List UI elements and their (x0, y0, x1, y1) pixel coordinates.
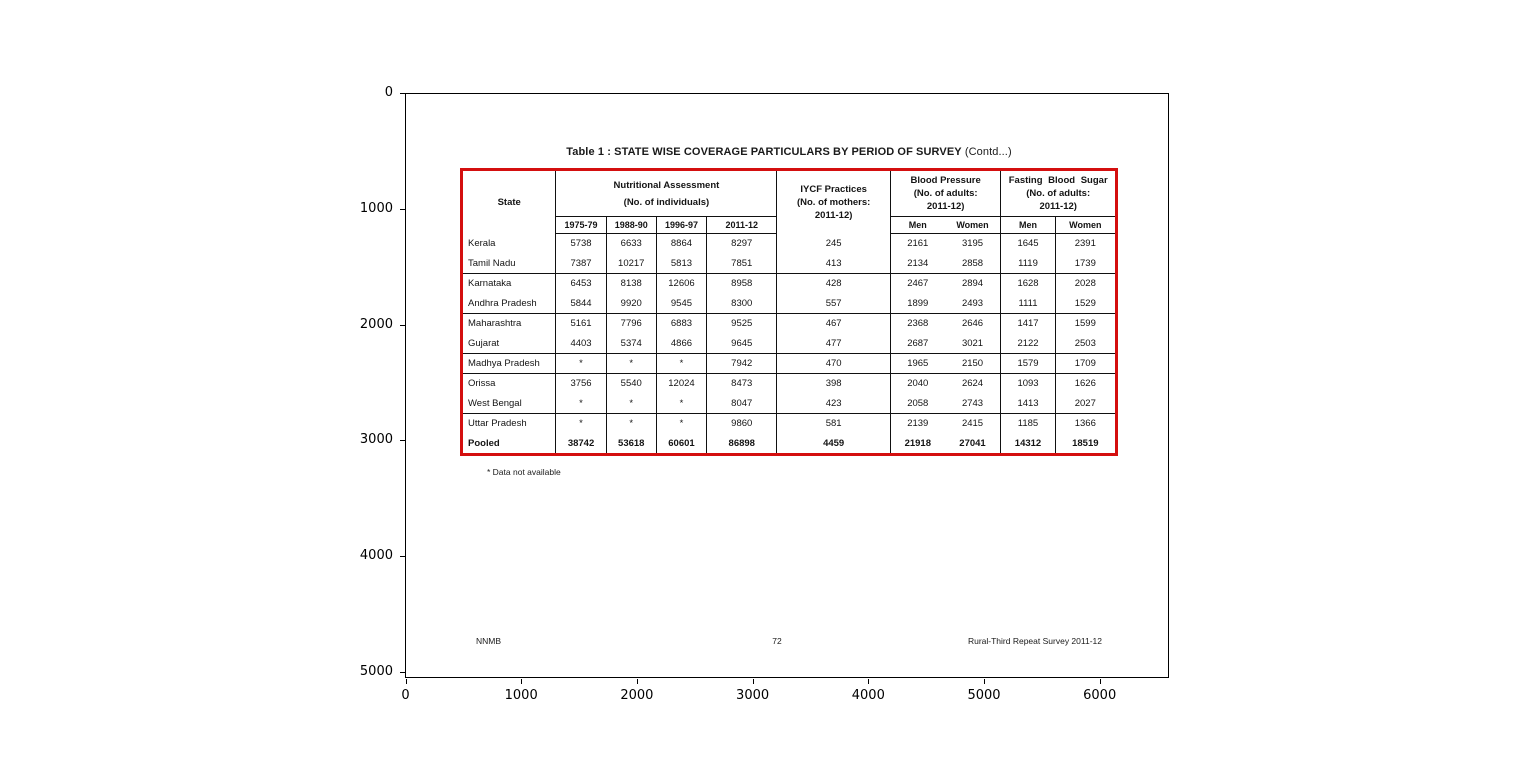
x-tick-label: 4000 (851, 688, 885, 703)
value-cell: 1965 (890, 354, 944, 374)
header-year-1988-90: 1988-90 (606, 217, 656, 234)
value-cell: 3756 (556, 374, 606, 394)
value-cell: * (656, 414, 706, 434)
value-cell: * (656, 354, 706, 374)
x-tick-label: 6000 (1083, 688, 1117, 703)
table-row (462, 354, 1117, 374)
value-cell: 2493 (945, 294, 1001, 314)
header-year-1996-97: 1996-97 (656, 217, 706, 234)
x-tick-label: 2000 (620, 688, 654, 703)
value-cell: 8300 (707, 294, 777, 314)
state-cell: Maharashtra (468, 318, 522, 330)
value-cell: 2139 (890, 414, 944, 434)
x-tick-label: 0 (401, 688, 410, 703)
value-cell: 5844 (556, 294, 606, 314)
value-cell: 557 (777, 294, 891, 314)
table-row (462, 334, 1117, 354)
value-cell: 38742 (556, 434, 606, 455)
value-cell: 2858 (945, 254, 1001, 274)
x-tick-mark (984, 679, 985, 684)
value-cell: 18519 (1055, 434, 1116, 455)
y-tick-mark (400, 93, 405, 94)
table-row (462, 274, 1117, 294)
value-cell: 8864 (656, 234, 706, 254)
footer-page-number: 72 (772, 636, 782, 646)
value-cell: 4459 (777, 434, 891, 455)
value-cell: 1093 (1001, 374, 1055, 394)
y-tick-mark (400, 209, 405, 210)
value-cell: 12024 (656, 374, 706, 394)
value-cell: 398 (777, 374, 891, 394)
value-cell: 5540 (606, 374, 656, 394)
x-tick-mark (406, 679, 407, 684)
header-bp-women: Women (945, 217, 1001, 234)
value-cell: 2743 (945, 394, 1001, 414)
value-cell: 2161 (890, 234, 944, 254)
state-cell: Kerala (468, 238, 496, 249)
value-cell: 3195 (961, 238, 984, 250)
value-cell: 14312 (1001, 434, 1055, 455)
y-tick-label: 0 (384, 85, 393, 100)
value-cell: 5161 (556, 314, 606, 334)
value-cell: 1645 (1001, 234, 1055, 254)
x-tick-label: 1000 (504, 688, 538, 703)
value-cell: * (606, 354, 656, 374)
value-cell: 2150 (945, 354, 1001, 374)
table-row (462, 314, 1117, 334)
value-cell: 1413 (1001, 394, 1055, 414)
value-cell: 6633 (606, 234, 656, 254)
value-cell: 7796 (606, 314, 656, 334)
value-cell: 1119 (1001, 254, 1055, 274)
state-cell: Gujarat (462, 334, 556, 354)
value-cell: 470 (777, 354, 891, 374)
value-cell: * (656, 394, 706, 414)
value-cell: 2415 (961, 418, 984, 430)
header-state: State (497, 196, 521, 208)
value-cell: 2503 (1055, 334, 1116, 354)
value-cell: 581 (777, 414, 891, 434)
value-cell: 2058 (890, 394, 944, 414)
header-fbs-men: Men (1001, 217, 1055, 234)
value-cell: 9525 (707, 314, 777, 334)
header-year-2011-12: 2011-12 (707, 217, 777, 234)
value-cell: 477 (777, 334, 891, 354)
state-cell: Orissa (468, 378, 496, 390)
value-cell: 1599 (1055, 314, 1116, 334)
table-row (462, 254, 1117, 274)
value-cell: 1628 (1001, 274, 1055, 294)
value-cell: 3021 (945, 334, 1001, 354)
state-cell: Madhya Pradesh (462, 354, 556, 374)
value-cell: 1626 (1055, 374, 1116, 394)
value-cell: 10217 (606, 254, 656, 274)
value-cell: 7851 (707, 254, 777, 274)
header-row-groups (462, 170, 1117, 217)
table-row (462, 374, 1117, 394)
value-cell: 1739 (1055, 254, 1116, 274)
value-cell: 7387 (556, 254, 606, 274)
value-cell: 5813 (656, 254, 706, 274)
value-cell: 8047 (707, 394, 777, 414)
footer-left-text: NNMB (476, 636, 502, 646)
value-cell: 1366 (1055, 414, 1116, 434)
value-cell: 428 (777, 274, 891, 294)
value-cell: 8473 (707, 374, 777, 394)
value-cell: 2134 (890, 254, 944, 274)
value-cell: * (556, 414, 606, 434)
header-nutritional-assessment: Nutritional Assessment (No. of individuals) (556, 170, 777, 217)
value-cell: 2467 (890, 274, 944, 294)
y-tick-mark (400, 325, 405, 326)
header-fasting-blood-sugar: Fasting Blood Sugar (No. of adults: 2011-12) (1001, 170, 1117, 217)
y-tick-label: 3000 (359, 432, 393, 448)
value-cell: 4866 (656, 334, 706, 354)
y-tick-label: 5000 (359, 664, 393, 679)
x-tick-label: 3000 (736, 688, 770, 703)
y-tick-mark (400, 440, 405, 441)
state-cell: Uttar Pradesh (468, 418, 527, 430)
value-cell: 8138 (606, 274, 656, 294)
value-cell: 60601 (656, 434, 706, 455)
value-cell: 8958 (707, 274, 777, 294)
table-row (462, 234, 1117, 254)
table-row (462, 294, 1117, 314)
state-cell: Tamil Nadu (462, 254, 556, 274)
header-year-1975-79: 1975-79 (556, 217, 606, 234)
header-bp-men: Men (890, 217, 944, 234)
value-cell: 86898 (707, 434, 777, 455)
value-cell: 6883 (656, 314, 706, 334)
y-tick-mark (400, 672, 405, 673)
y-tick-label: 2000 (359, 316, 393, 332)
value-cell: 5374 (606, 334, 656, 354)
value-cell: 2646 (961, 318, 984, 330)
value-cell: 9920 (606, 294, 656, 314)
value-cell: 53618 (606, 434, 656, 455)
header-blood-pressure: Blood Pressure (No. of adults: 2011-12) (890, 170, 1000, 217)
value-cell: 413 (777, 254, 891, 274)
state-cell: West Bengal (462, 394, 556, 414)
value-cell: 12606 (656, 274, 706, 294)
value-cell: 2027 (1055, 394, 1116, 414)
value-cell: 2894 (961, 278, 984, 290)
value-cell: 2028 (1055, 274, 1116, 294)
value-cell: 2391 (1055, 234, 1116, 254)
footer-right-text: Rural-Third Repeat Survey 2011-12 (967, 636, 1102, 646)
value-cell: * (606, 394, 656, 414)
value-cell: 467 (777, 314, 891, 334)
state-cell: Pooled (468, 437, 500, 449)
x-tick-mark (521, 679, 522, 684)
value-cell: 1579 (1001, 354, 1055, 374)
value-cell: 423 (777, 394, 891, 414)
value-cell: 2040 (890, 374, 944, 394)
value-cell: 2368 (890, 314, 944, 334)
value-cell: 1417 (1001, 314, 1055, 334)
value-cell: 4403 (556, 334, 606, 354)
value-cell: 2687 (890, 334, 944, 354)
value-cell: 7942 (707, 354, 777, 374)
coverage-table (460, 168, 1118, 456)
header-fbs-women: Women (1055, 217, 1116, 234)
x-tick-mark (753, 679, 754, 684)
header-iycf-practices: IYCF Practices (No. of mothers: 2011-12) (777, 170, 891, 234)
value-cell: 1709 (1055, 354, 1116, 374)
document-title (460, 146, 1118, 158)
x-tick-label: 5000 (967, 688, 1001, 703)
value-cell: 9545 (656, 294, 706, 314)
value-cell: 9860 (707, 414, 777, 434)
value-cell: 27041 (959, 437, 986, 449)
x-tick-mark (637, 679, 638, 684)
value-cell: 21918 (890, 434, 944, 455)
value-cell: 1899 (890, 294, 944, 314)
value-cell: * (556, 354, 606, 374)
document-title-contd: (Contd...) (961, 146, 1012, 158)
value-cell: 1529 (1055, 294, 1116, 314)
value-cell: 5738 (556, 234, 606, 254)
state-cell: Karnataka (468, 278, 512, 290)
y-tick-mark (400, 556, 405, 557)
value-cell: 2624 (961, 378, 984, 390)
footnote: * Data not available (487, 467, 561, 477)
x-tick-mark (1100, 679, 1101, 684)
value-cell: 8297 (707, 234, 777, 254)
y-tick-label: 4000 (359, 548, 393, 564)
state-cell: Andhra Pradesh (462, 294, 556, 314)
table-row (462, 414, 1117, 434)
value-cell: * (606, 414, 656, 434)
y-tick-label: 1000 (359, 200, 393, 216)
table-row (462, 434, 1117, 455)
value-cell: 2122 (1001, 334, 1055, 354)
value-cell: 1185 (1001, 414, 1055, 434)
value-cell: 1111 (1001, 294, 1055, 314)
value-cell: 9645 (707, 334, 777, 354)
table-row (462, 394, 1117, 414)
document-title-main: Table 1 : STATE WISE COVERAGE PARTICULARS BY PERIOD OF SURVEY (566, 146, 962, 158)
x-tick-mark (868, 679, 869, 684)
value-cell: * (556, 394, 606, 414)
value-cell: 245 (777, 234, 891, 254)
value-cell: 6453 (556, 274, 606, 294)
